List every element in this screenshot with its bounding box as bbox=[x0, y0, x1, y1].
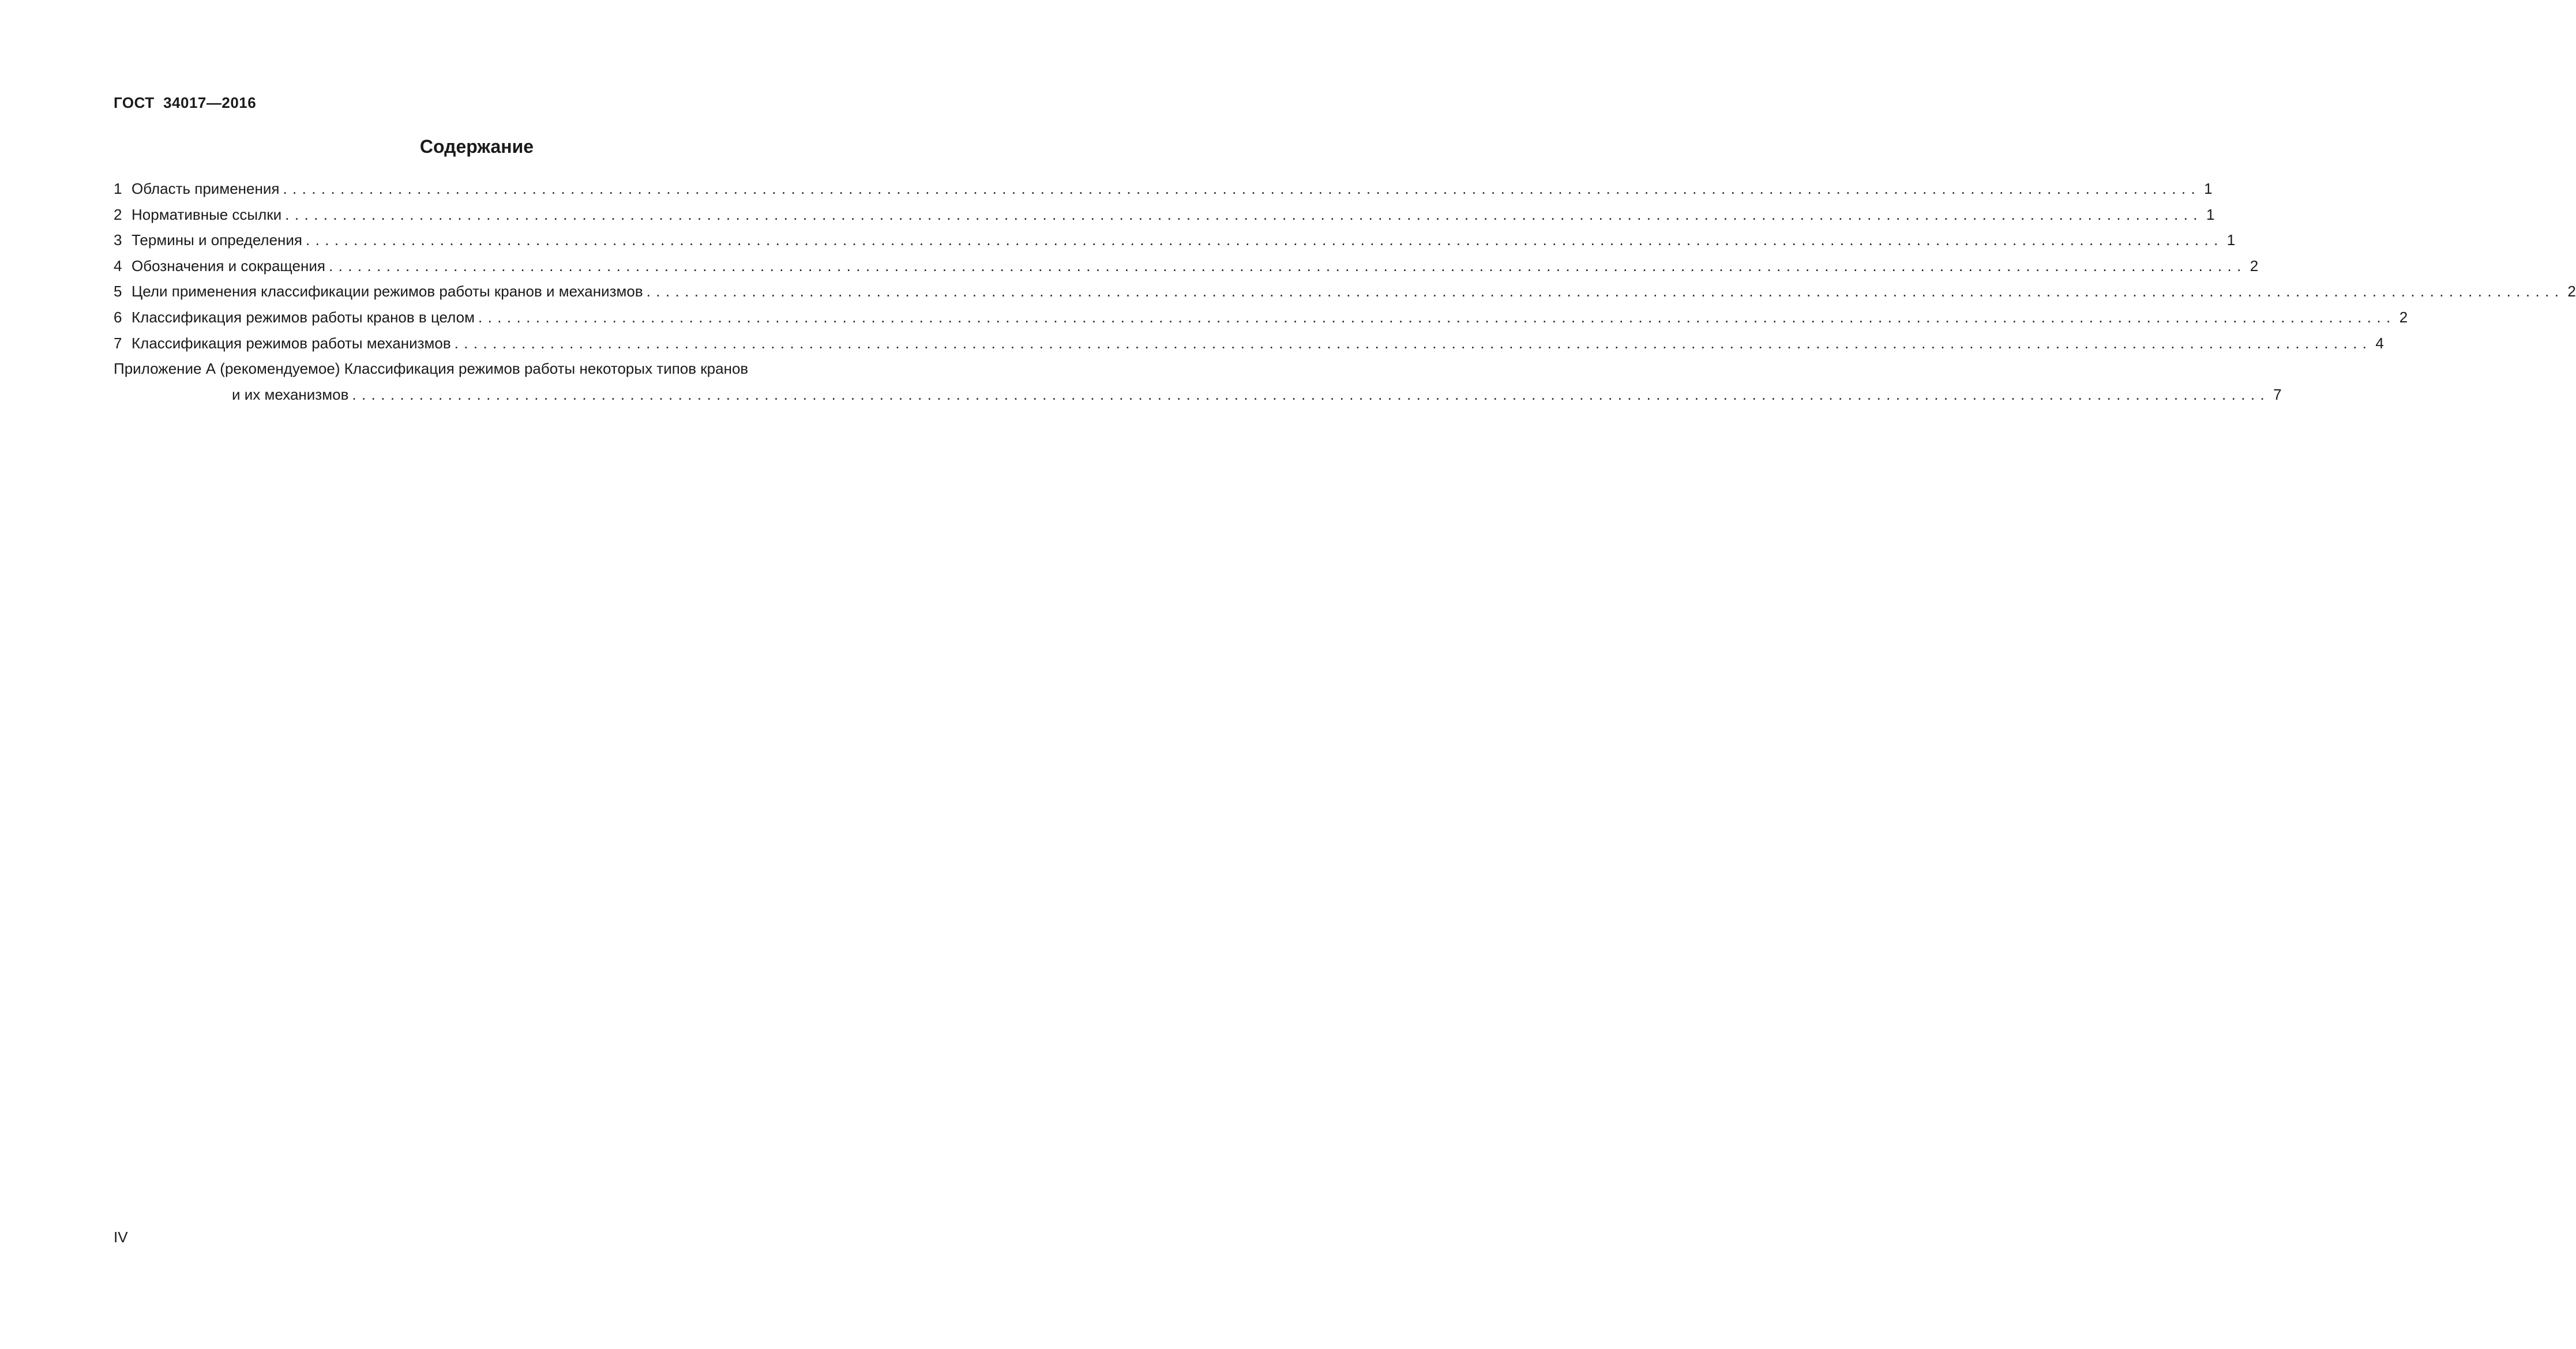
toc-entry[interactable] bbox=[114, 176, 2213, 202]
toc-entry-number: 7 bbox=[114, 334, 122, 352]
toc-entry-title: Классификация режимов работы механизмов bbox=[132, 334, 451, 352]
toc-entry-title: Область применения bbox=[132, 180, 280, 197]
toc-leader-dots: ........................................................................................................................................................................................................ bbox=[478, 308, 2396, 326]
toc-entry-title: Нормативные ссылки bbox=[132, 205, 282, 223]
table-of-contents bbox=[114, 176, 2576, 407]
toc-entry[interactable] bbox=[114, 253, 2259, 279]
toc-entry-number: 1 bbox=[114, 180, 122, 197]
toc-entry[interactable] bbox=[114, 330, 2384, 356]
toc-appendix-title: Приложение А (рекомендуемое) Классификация режимов работы некоторых типов кранов bbox=[114, 360, 749, 378]
toc-entry-number: 5 bbox=[114, 283, 122, 300]
toc-entry-page: 2 bbox=[2567, 283, 2576, 300]
toc-entry[interactable] bbox=[114, 279, 2576, 305]
toc-entry-title: Обозначения и сокращения bbox=[132, 257, 325, 275]
toc-appendix-entry[interactable] bbox=[114, 356, 2282, 407]
toc-entry-page: 1 bbox=[2204, 180, 2213, 197]
toc-entry-page: 2 bbox=[2250, 257, 2259, 275]
document-code: ГОСТ 34017—2016 bbox=[114, 94, 257, 111]
toc-entry-number: 2 bbox=[114, 205, 122, 223]
toc-entry-title: Термины и определения bbox=[132, 231, 303, 249]
toc-entry-title: Классификация режимов работы кранов в целом bbox=[132, 308, 475, 326]
toc-entry-number: 6 bbox=[114, 308, 122, 326]
toc-entry-page: 4 bbox=[2375, 334, 2384, 352]
toc-leader-dots: ........................................................................................................................................................................................................ bbox=[646, 283, 2564, 300]
page-number: IV bbox=[114, 1228, 128, 1246]
toc-leader-dots: ........................................................................................................................................................................................................ bbox=[328, 257, 2247, 275]
toc-leader-dots: ........................................................................................................................................................................................................ bbox=[352, 385, 2270, 403]
toc-entry-number: 3 bbox=[114, 231, 122, 249]
toc-leader-dots: ........................................................................................................................................................................................................ bbox=[306, 231, 2224, 249]
toc-title: Содержание bbox=[419, 136, 534, 157]
toc-leader-dots: ........................................................................................................................................................................................................ bbox=[454, 334, 2372, 352]
toc-entry-page: 7 bbox=[2273, 385, 2282, 403]
toc-entry-page: 2 bbox=[2399, 308, 2408, 326]
toc-appendix-title-continued: и их механизмов bbox=[232, 385, 349, 403]
toc-entry-number: 4 bbox=[114, 257, 122, 275]
toc-appendix-continuation bbox=[114, 382, 2282, 408]
toc-entry-page: 1 bbox=[2226, 231, 2236, 249]
toc-entry[interactable] bbox=[114, 305, 2408, 330]
toc-entry[interactable] bbox=[114, 227, 2236, 253]
toc-leader-dots: ........................................................................................................................................................................................................ bbox=[283, 180, 2201, 197]
toc-entry[interactable] bbox=[114, 202, 2215, 228]
toc-entry-page: 1 bbox=[2206, 205, 2215, 223]
toc-leader-dots: ........................................................................................................................................................................................................ bbox=[285, 205, 2203, 223]
toc-entry-title: Цели применения классификации режимов работы кранов и механизмов bbox=[132, 283, 643, 300]
